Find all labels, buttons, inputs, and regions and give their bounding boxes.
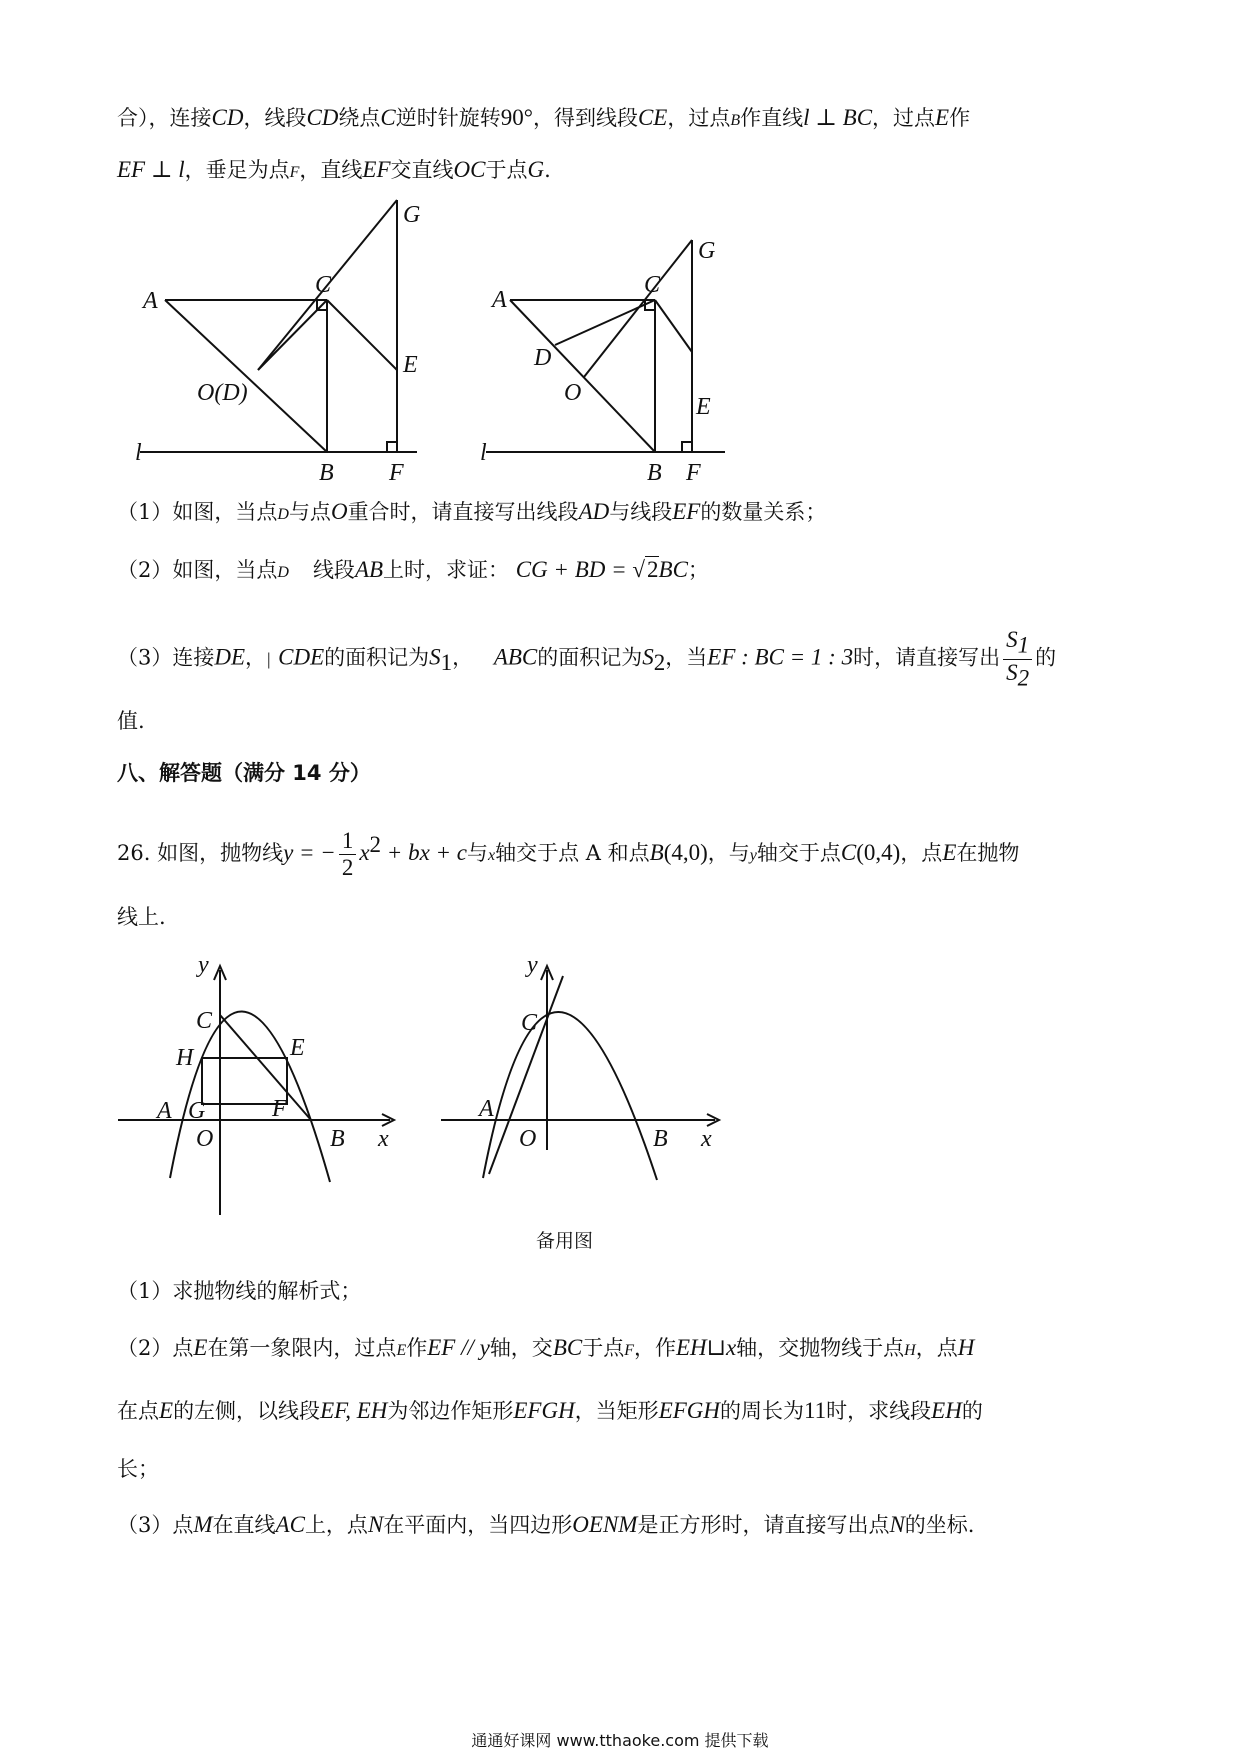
math-s2: S [642,644,654,670]
label-h: H [176,1045,194,1071]
math-x: x [359,840,370,865]
fraction-one-half [339,828,357,881]
math-ce: CE [637,105,668,130]
text: 交直线 [390,158,454,182]
math-eq-rest: + bx + c [381,840,468,865]
math-triangle-abc: ABC [493,644,538,670]
math-s1: S [429,644,441,670]
text: 的面积记为 [324,645,430,670]
text: 的面积记为 [537,645,643,670]
math-s2-sub: 2 [653,649,666,675]
math-s1-sub: 1 [440,649,453,675]
text: 为邻边作矩形 [387,1399,514,1423]
math-perp-relation: l ⊥ BC [803,105,873,130]
text: 轴交于点 A 和点 [495,841,650,865]
sqrt-symbol: √ [632,557,646,582]
math-m: M [193,1512,213,1537]
label-c: C [196,1008,213,1034]
math-eh: EH [675,1335,707,1360]
right-angle-mark-f [682,442,692,452]
segment-ab [165,300,327,452]
text: 与 [467,841,489,865]
label-g: G [403,202,421,228]
text: 26. 如图，抛物线 [117,841,284,865]
text: 与线段 [609,500,673,524]
text: 线段 [312,558,355,582]
fraction-s1-over-s2 [1003,627,1032,691]
label-b: B [647,460,662,486]
fraction-denominator: S [1006,659,1018,685]
label-e: E [696,394,711,420]
text: ，当矩形 [574,1399,659,1423]
fraction-numerator: S [1006,627,1018,652]
fraction-denominator: 2 [341,855,354,880]
label-l: l [480,440,487,466]
math-h: H [957,1335,975,1360]
segment-ab [510,300,655,452]
label-a: A [143,288,158,314]
text: ，作 [633,1336,676,1360]
q26-part-2-line-2 [117,1396,1123,1426]
text: 逆时针旋转 [395,106,501,130]
label-x: x [701,1126,712,1152]
text: ，过点 [667,106,731,130]
geometry-figure-2 [480,238,740,486]
math-o: O [330,499,348,524]
math-point-e: E [942,840,957,865]
math-equation-right: BC [658,557,688,582]
label-l: l [135,440,142,466]
q26-stem-continuation: 线上. [117,905,166,929]
q26-part-1: （1）求抛物线的解析式； [117,1279,362,1303]
text: 时，求线段 [826,1399,932,1423]
label-a: A [492,287,507,313]
text: 作 [406,1336,428,1360]
section-heading: 八、解答题（满分 14 分） [117,761,371,785]
text: 合），连接 [117,106,212,130]
text: 轴，交 [489,1336,553,1360]
math-efgh: EFGH [658,1398,721,1423]
math-ef-eh: EF, EH [320,1398,388,1423]
text: ，点 [900,841,943,865]
q26-part-2-line-3: 长； [117,1457,159,1481]
math-f: F [624,1342,634,1359]
math-g: G [527,157,545,182]
math-cd: CD [306,105,339,130]
parabola-figure-main [110,950,410,1220]
math-point-b: B [649,840,664,865]
intro-line-2 [117,155,1123,188]
math-n: N [367,1512,384,1537]
text: 在抛物 [956,841,1020,865]
math-eq-y: y = − [283,840,336,865]
math-ef: EF [672,499,701,524]
math-ratio: EF : BC = 1 : 3 [707,644,854,670]
label-g: G [698,238,716,264]
text: ，直线 [299,158,363,182]
text: （1）如图，当点 [117,500,278,524]
text: 是正方形时，请直接写出点 [637,1513,890,1537]
text: ，点 [915,1336,958,1360]
q25-part-3-continuation: 值. [117,709,145,733]
math-oenm: OENM [572,1512,638,1537]
text: . [544,158,551,182]
math-bc: BC [552,1335,583,1360]
math-ad: AD [578,499,610,524]
label-e: E [403,352,418,378]
math-angle: 90° [500,105,533,130]
q26-stem [117,828,1123,881]
math-perp-relation: EF ⊥ l [117,157,185,182]
label-o: O [519,1126,537,1152]
q26-part-2 [117,1333,1123,1366]
label-f: F [686,460,701,486]
text: ， [452,645,474,670]
q26-part-3 [117,1510,1123,1540]
text: 的 [961,1399,983,1423]
label-b: B [330,1126,345,1152]
text: ，与 [707,841,750,865]
math-cd: CD [211,105,244,130]
math-d: D [277,564,289,581]
intro-line-1 [117,103,1123,136]
text: 的左侧，以线段 [173,1399,321,1423]
figure-caption: 备用图 [536,1230,594,1252]
right-angle-mark-f [387,442,397,452]
math-oc: OC [453,157,486,182]
label-o: O [196,1126,214,1152]
math-y-axis: y [749,847,757,864]
label-e: E [290,1035,305,1061]
page-footer: 通通好课网 www.tthaoke.com 提供下载 [471,1731,769,1750]
label-y: y [198,952,209,978]
math-efgh: EFGH [513,1398,575,1423]
geometry-figure-1 [135,200,435,486]
math-n: N [889,1512,905,1537]
label-d: D [534,345,552,371]
label-b: B [319,460,334,486]
text: ，得到线段 [532,106,638,130]
math-x-axis: x [488,847,496,864]
math-h: H [904,1342,916,1359]
parabola [483,1012,657,1180]
label-y: y [527,952,538,978]
text: （2）点 [117,1336,194,1360]
label-o-d: O(D) [197,380,248,406]
triangle-symbol: | [266,649,272,669]
label-c: C [315,272,332,298]
text: ，过点 [872,106,936,130]
label-b: B [653,1126,668,1152]
label-c: C [521,1010,538,1036]
math-e: E [935,105,950,130]
math-point-b-coord: (4,0) [663,840,708,865]
q25-part-3 [117,627,1123,691]
math-e: E [193,1335,208,1360]
math-e: E [159,1398,174,1423]
math-sqrt-arg: 2 [647,557,659,582]
text: ，当 [665,645,708,670]
segment-ce [655,300,692,352]
text: 绕点 [338,106,381,130]
math-de: DE [214,644,246,670]
label-g: G [188,1098,206,1124]
text: ，垂足为点 [184,158,290,182]
math-ab: AB [354,557,384,582]
text: 的坐标. [904,1513,975,1537]
math-point-c-coord: (0,4) [856,840,901,865]
text: 于点 [485,158,528,182]
label-f: F [389,460,404,486]
math-b: B [730,112,741,129]
text: 上，点 [304,1513,368,1537]
fraction-denominator-sub: 2 [1017,665,1030,691]
text: ； [687,558,709,582]
math-ef: EF [362,157,391,182]
label-c: C [644,272,661,298]
math-eh: EH [931,1398,962,1423]
math-equation-left: CG + BD = [515,557,633,582]
text: 于点 [582,1336,625,1360]
label-a: A [157,1098,172,1124]
math-point-c: C [840,840,857,865]
text: 在平面内，当四边形 [383,1513,573,1537]
q25-part-1 [117,497,1123,530]
text: 上时，求证： [383,558,510,582]
text: 重合时，请直接写出线段 [347,500,579,524]
text: 轴交于点 [756,841,841,865]
text: 作 [949,106,971,130]
math-number: 11 [804,1398,827,1423]
math-x-exponent: 2 [369,832,382,857]
text: 的周长为 [720,1399,805,1423]
math-f: F [289,164,300,181]
fraction-numerator-sub: 1 [1017,632,1030,658]
label-f: F [272,1096,287,1122]
text: 在点 [117,1399,159,1423]
text: 时，请直接写出 [853,645,1001,670]
math-e: E [396,1342,407,1359]
text: 与点 [288,500,331,524]
q25-part-2 [117,555,1123,588]
segment-ce [327,300,397,370]
math-ef-parallel-y: EF // y [427,1335,490,1360]
math-ac: AC [275,1512,305,1537]
text: 在第一象限内，过点 [207,1336,397,1360]
label-x: x [378,1126,389,1152]
label-o: O [564,380,582,406]
text: ， [245,645,267,670]
math-x: x [725,1335,737,1360]
text: （2）如图，当点 [117,558,278,582]
text: （3）点 [117,1513,194,1537]
math-parallel-symbol: ⊔ [706,1335,726,1360]
text: （3）连接 [117,645,215,670]
math-d: D [277,506,289,523]
fraction-numerator: 1 [339,828,357,855]
text: 在直线 [212,1513,276,1537]
text: 轴，交抛物线于点 [736,1336,905,1360]
text: 的数量关系； [700,500,827,524]
parabola [170,1011,330,1182]
line-oc [584,240,692,377]
math-c: C [380,105,396,130]
parabola-figure-backup [435,950,735,1190]
text: 作直线 [740,106,804,130]
text: ，线段 [243,106,307,130]
math-triangle-cde: CDE [278,644,325,670]
label-a: A [479,1096,494,1122]
text: 的 [1035,645,1057,670]
